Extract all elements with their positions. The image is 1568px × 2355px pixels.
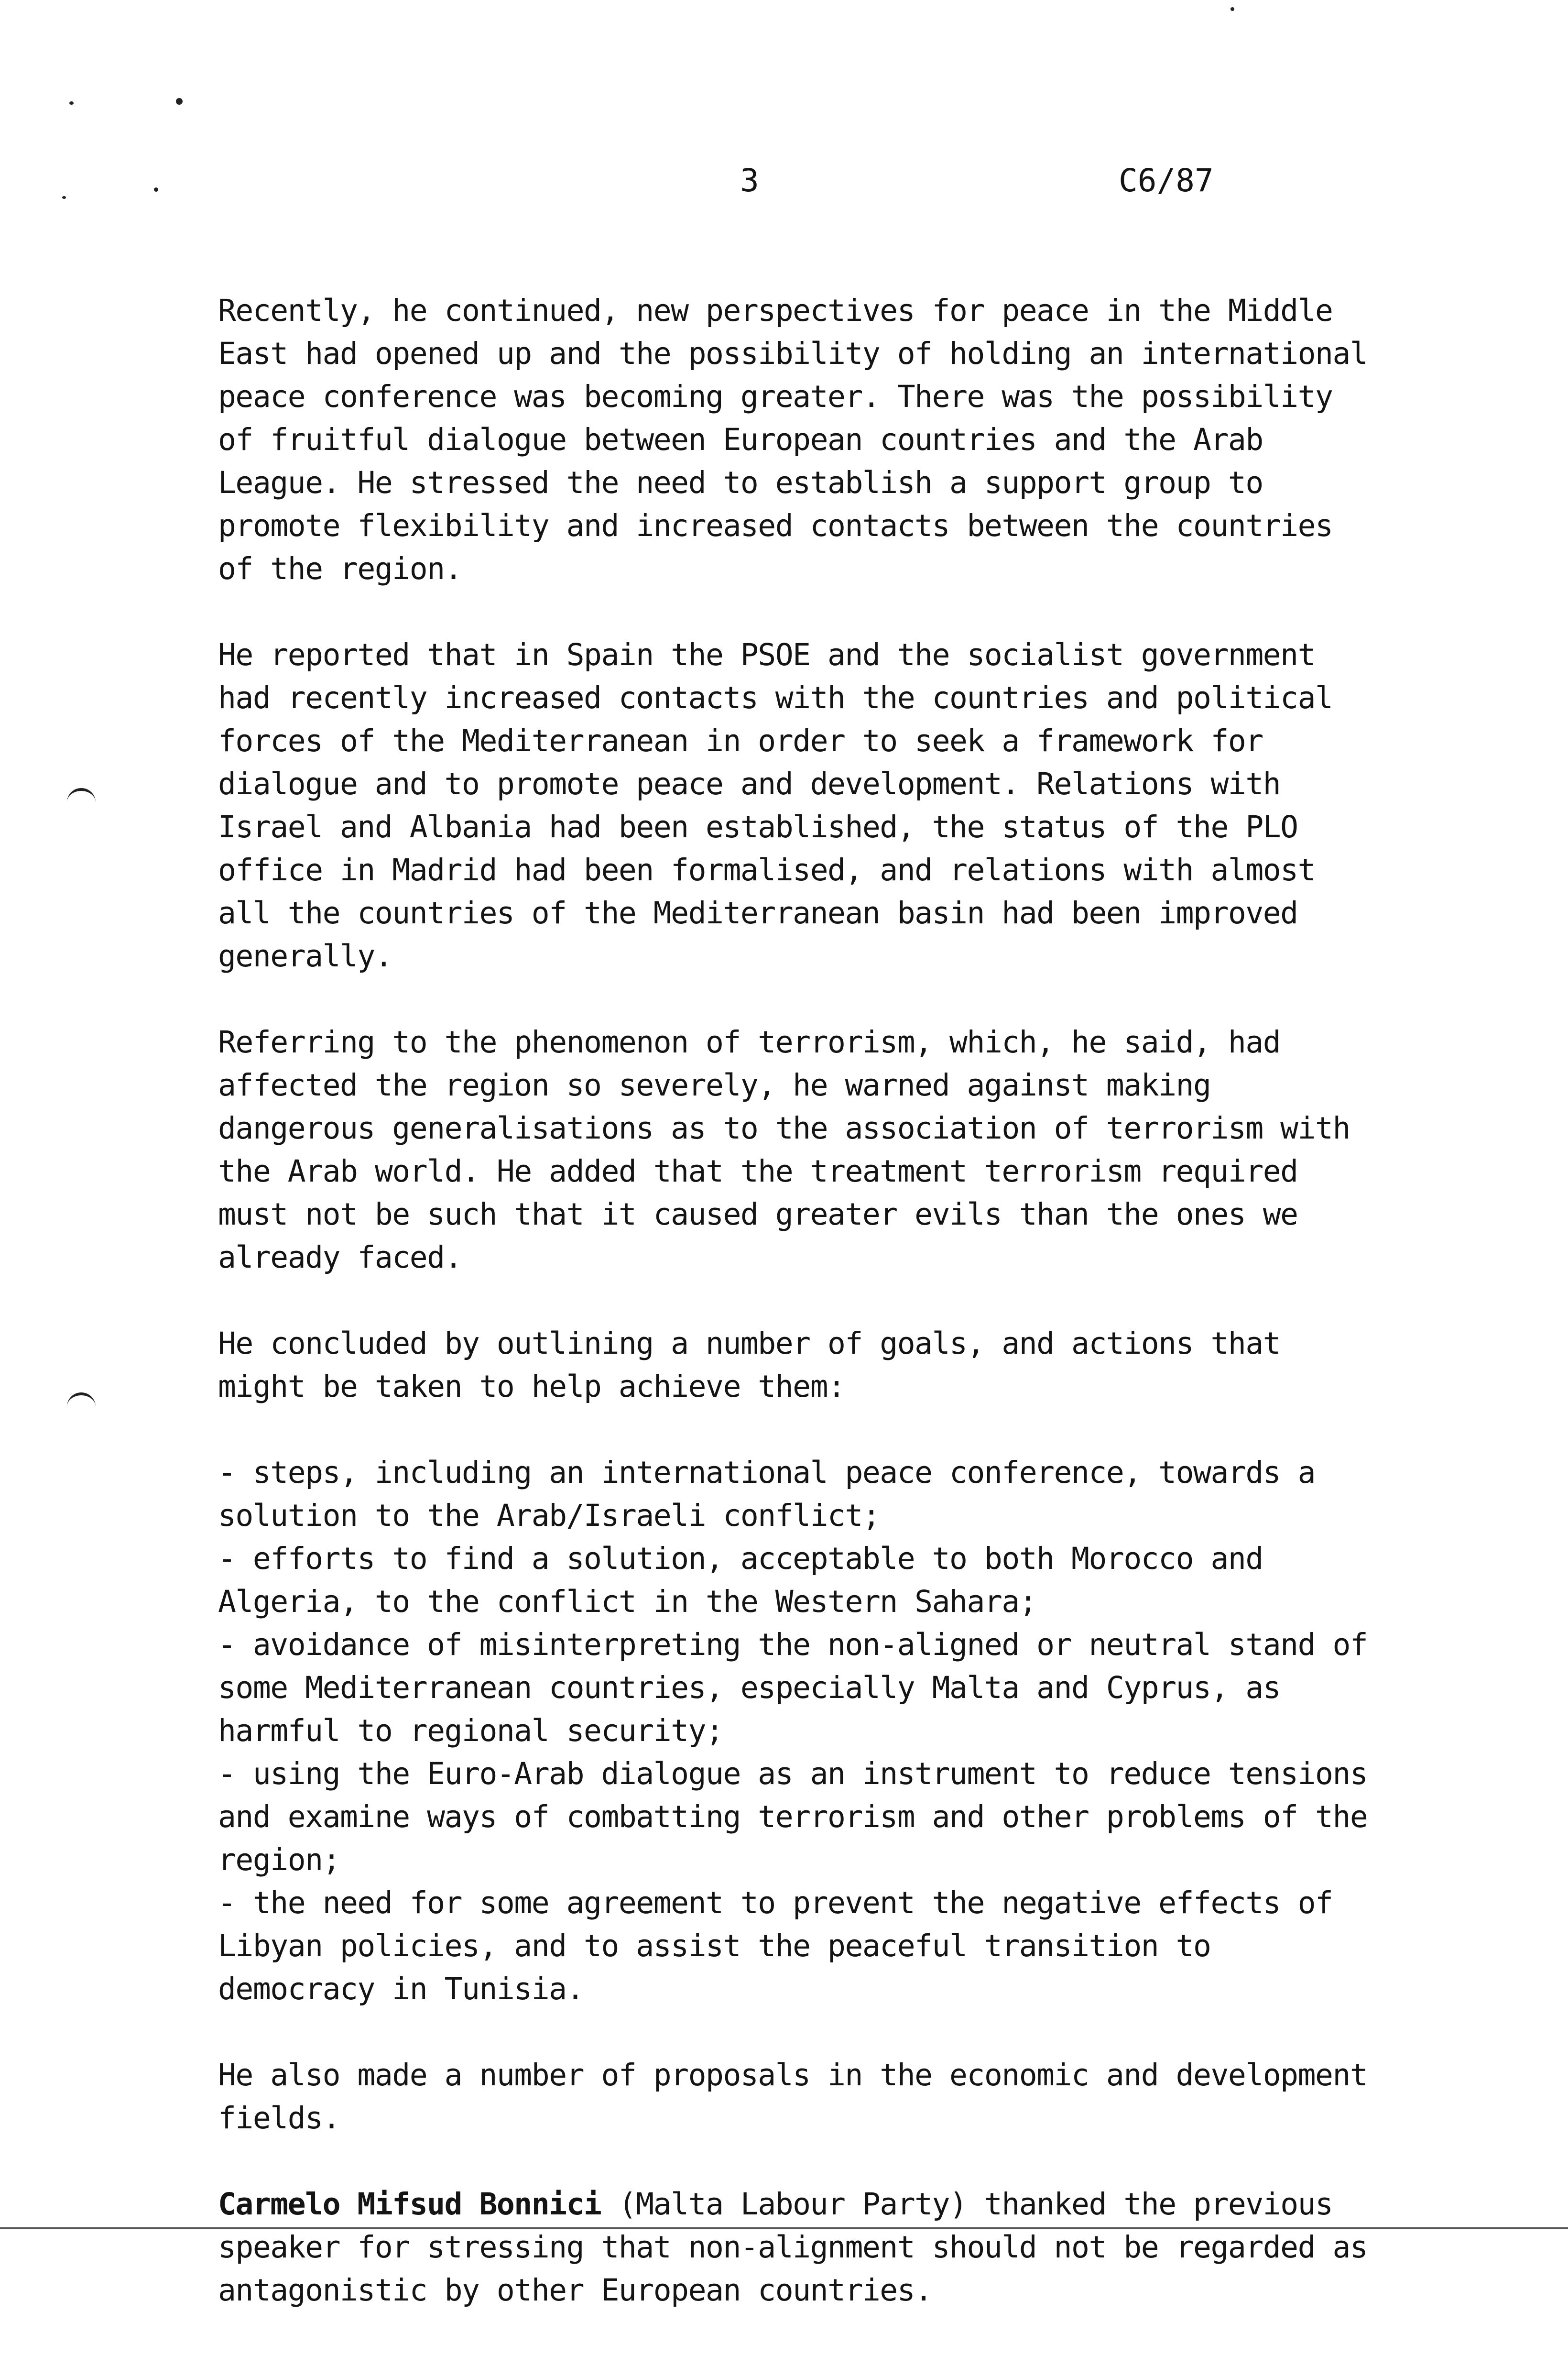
list-item: - efforts to find a solution, acceptable to both Morocco and Algeria, to the conflict in the Western Sahara;	[218, 1541, 1263, 1619]
margin-mark	[67, 788, 96, 804]
scan-speck	[62, 196, 66, 199]
scan-speck	[1230, 7, 1234, 11]
paragraph: Recently, he continued, new perspectives for peace in the Middle East had opened up and the possibility of holding an international peace conference was becoming greater. There was the possibility of fruitful dialogue between European countries and the Arab League. He stressed the need to establish a support group to promote flexibility and increased contacts between the countries of the region.	[218, 293, 1368, 586]
paragraph	[218, 2183, 1384, 2312]
scan-speck	[154, 187, 158, 192]
paragraph: He reported that in Spain the PSOE and the socialist government had recently increased contacts with the countries and political forces of the Mediterranean in order to seek a framework for dialogue and to promote peace and development. Relations with Israel and Albania had been established, the status of the PLO office in Madrid had been formalised, and relations with almost all the countries of the Mediterranean basin had been improved generally.	[218, 637, 1333, 974]
scan-speck	[176, 98, 183, 105]
paragraph: He concluded by outlining a number of goals, and actions that might be taken to help achieve them:	[218, 1326, 1281, 1404]
page-number: 3	[740, 162, 759, 199]
paragraph-text: (Malta Labour Party) thanked the previous speaker for stressing that non-alignment should not be regarded as antagonistic by other European countries.	[218, 2187, 1368, 2308]
scan-speck	[69, 101, 74, 105]
speaker-name: Carmelo Mifsud Bonnici	[218, 2187, 601, 2222]
margin-mark	[67, 1392, 96, 1409]
list-item: - the need for some agreement to prevent the negative effects of Libyan policies, and to assist the peaceful transition to democracy in Tunisia.	[218, 1885, 1333, 2006]
list-item: - using the Euro-Arab dialogue as an instrument to reduce tensions and examine ways of combatting terrorism and other problems of the region;	[218, 1756, 1368, 1877]
document-body	[218, 289, 1384, 2355]
list-item: - steps, including an international peace conference, towards a solution to the Arab/Israeli conflict;	[218, 1455, 1316, 1533]
list-item: - avoidance of misinterpreting the non-aligned or neutral stand of some Mediterranean countries, especially Malta and Cyprus, as harmful to regional security;	[218, 1627, 1368, 1748]
document-reference: C6/87	[1119, 162, 1214, 199]
goals-list	[218, 1451, 1384, 2011]
paragraph: Referring to the phenomenon of terrorism, which, he said, had affected the region so severely, he warned against making dangerous generalisations as to the association of terrorism with the Arab world. He added that the treatment terrorism required must not be such that it caused greater evils than the ones we already faced.	[218, 1025, 1350, 1275]
paragraph: He also made a number of proposals in the economic and development fields.	[218, 2058, 1368, 2136]
